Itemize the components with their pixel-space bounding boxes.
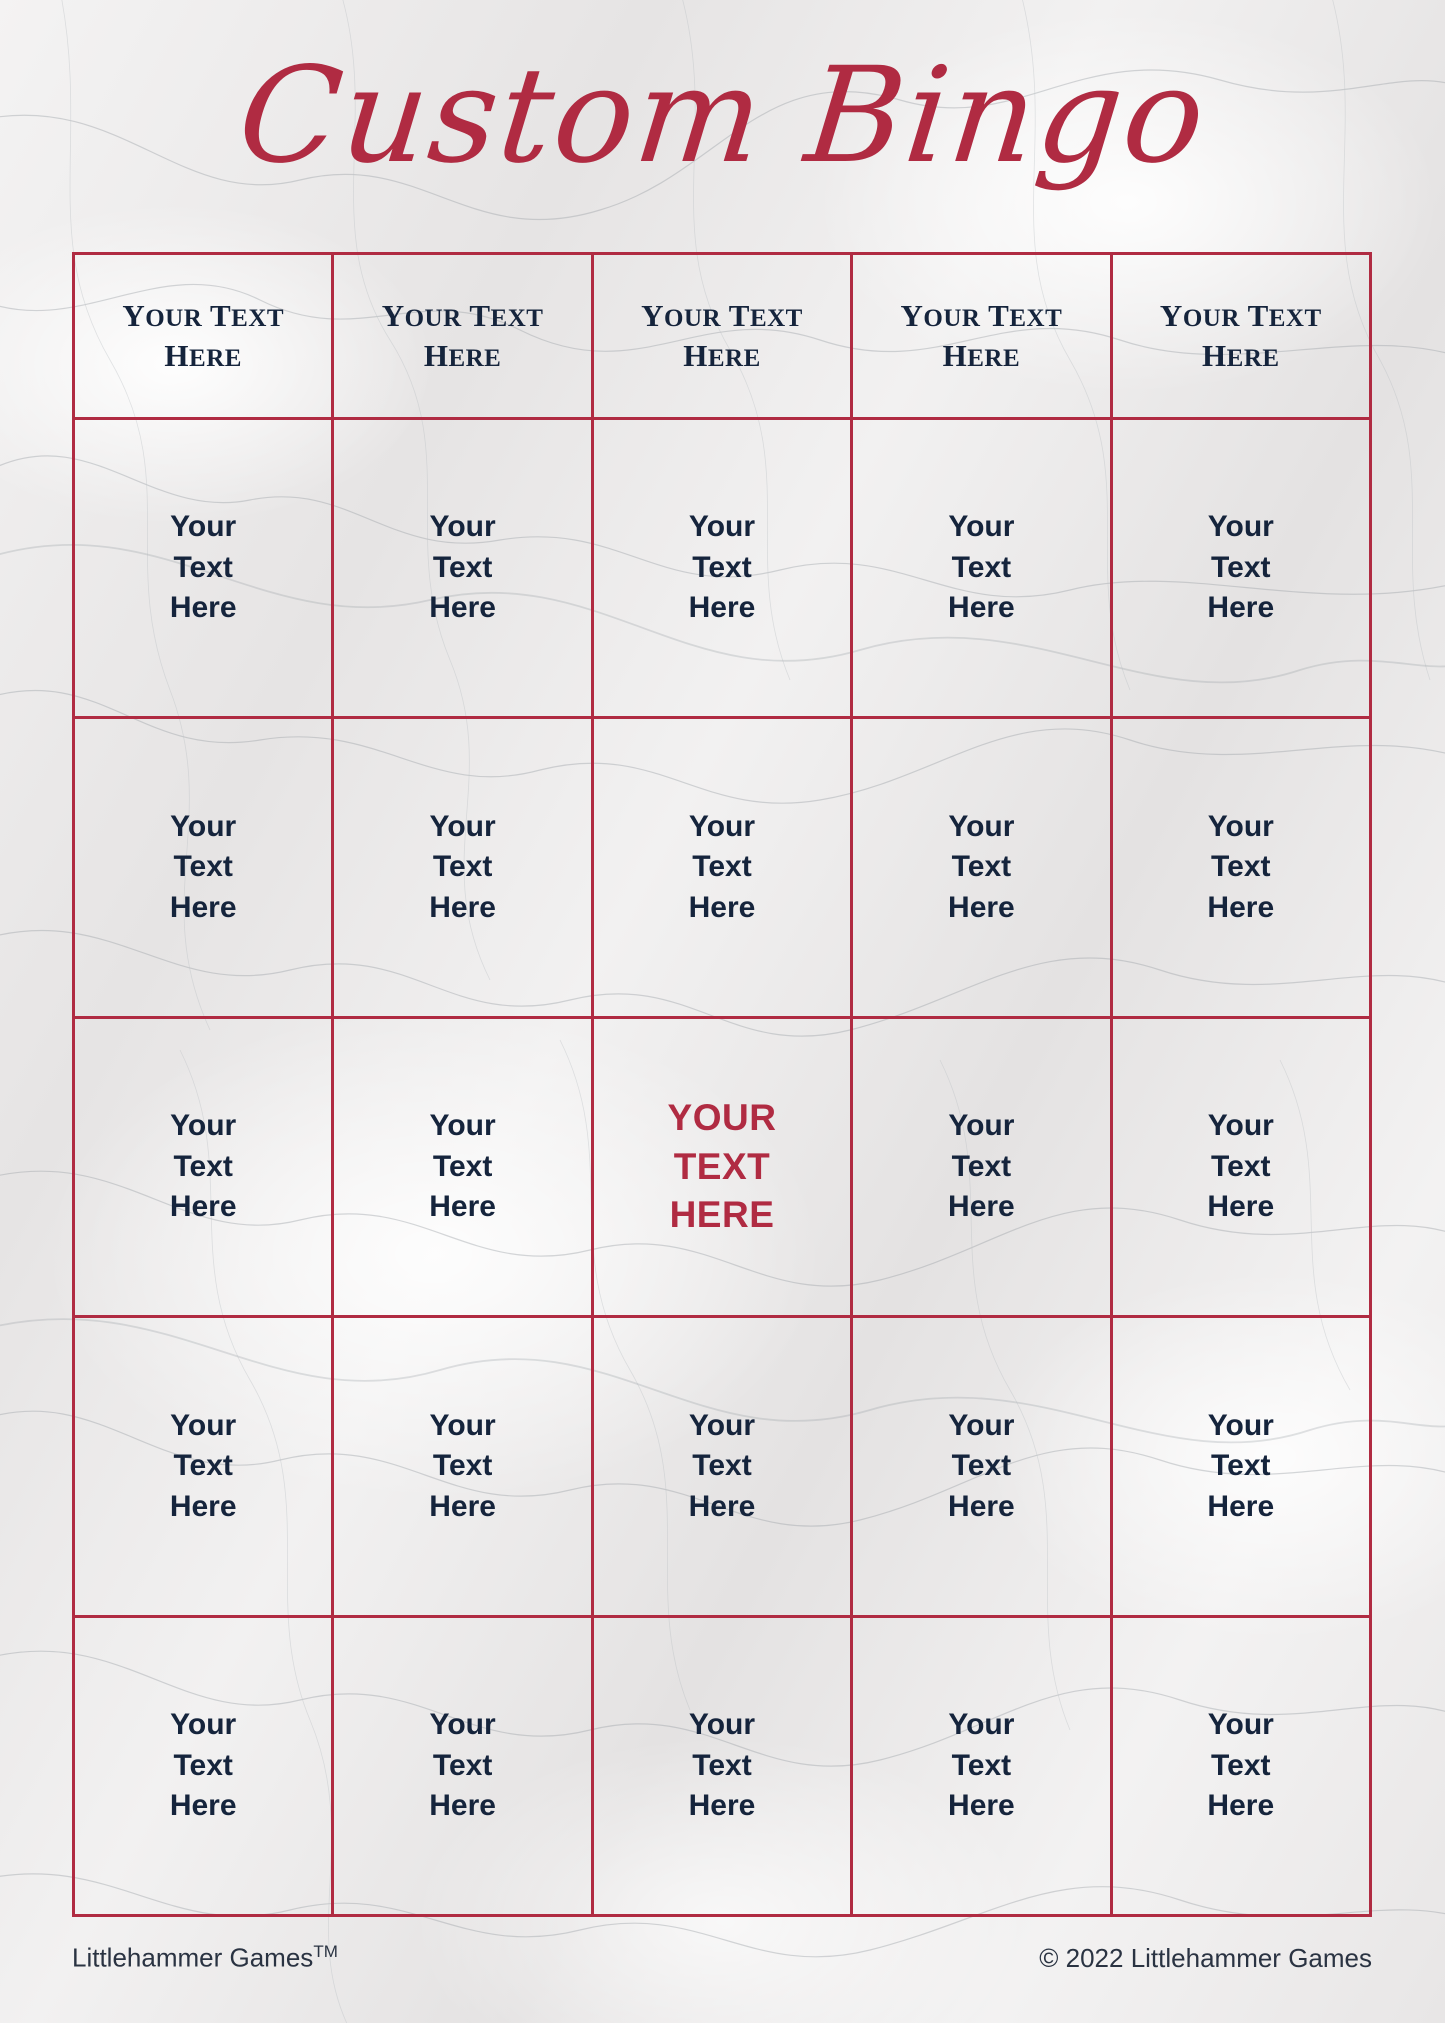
trademark-mark: TM (313, 1942, 338, 1961)
bingo-cell-label: Your Text Here (948, 1109, 1015, 1224)
bingo-cell[interactable] (334, 1019, 593, 1318)
bingo-cell[interactable] (334, 1618, 593, 1917)
bingo-cell[interactable] (1113, 1618, 1372, 1917)
bingo-cell-label: Your Text Here (429, 1708, 496, 1823)
bingo-free-space-label: YOUR TEXT HERE (667, 1096, 777, 1236)
bingo-header-cell[interactable] (1113, 255, 1372, 420)
bingo-cell[interactable] (75, 1618, 334, 1917)
bingo-cell[interactable] (75, 1318, 334, 1617)
bingo-grid (72, 252, 1372, 1917)
bingo-cell-label: Your Text Here (948, 510, 1015, 625)
bingo-cell-label: Your Text Here (688, 1408, 756, 1523)
bingo-cell[interactable] (334, 719, 593, 1018)
bingo-cell[interactable] (334, 420, 593, 719)
bingo-cell[interactable] (75, 719, 334, 1018)
bingo-cell[interactable] (75, 1019, 334, 1318)
bingo-cell-label: Your Text Here (948, 809, 1015, 924)
bingo-cell-label: Your Text Here (1207, 1708, 1275, 1823)
bingo-header-label: YOUR TEXT HERE (641, 298, 803, 373)
bingo-cell-label: Your Text Here (688, 510, 756, 625)
bingo-cell[interactable] (853, 719, 1112, 1018)
footer-brand (72, 1942, 338, 1974)
bingo-header-cell[interactable] (853, 255, 1112, 420)
bingo-header-label: YOUR TEXT HERE (1159, 298, 1322, 373)
bingo-cell[interactable] (1113, 719, 1372, 1018)
bingo-cell-label: Your Text Here (688, 809, 756, 924)
footer-brand-label: Littlehammer Games (72, 1942, 314, 1973)
bingo-header-label: YOUR TEXT HERE (381, 298, 544, 373)
bingo-cell[interactable] (1113, 1019, 1372, 1318)
bingo-cell[interactable] (853, 420, 1112, 719)
bingo-cell-label: Your Text Here (1207, 510, 1275, 625)
bingo-cell-label: Your Text Here (1207, 809, 1275, 924)
bingo-cell[interactable] (853, 1618, 1112, 1917)
bingo-cell-label: Your Text Here (1207, 1408, 1275, 1523)
footer-copyright: © 2022 Littlehammer Games (1039, 1942, 1372, 1973)
bingo-cell-label: Your Text Here (1207, 1109, 1275, 1224)
bingo-cell-label: Your Text Here (429, 1408, 496, 1523)
bingo-cell-label: Your Text Here (169, 1109, 237, 1224)
bingo-cell[interactable] (75, 420, 334, 719)
bingo-cell-label: Your Text Here (948, 1708, 1015, 1823)
bingo-free-space-cell[interactable] (594, 1019, 853, 1318)
bingo-header-cell[interactable] (594, 255, 853, 420)
bingo-header-cell[interactable] (75, 255, 334, 420)
bingo-cell-label: Your Text Here (169, 510, 237, 625)
bingo-cell[interactable] (853, 1318, 1112, 1617)
bingo-cell-label: Your Text Here (169, 1408, 237, 1523)
bingo-cell-label: Your Text Here (429, 1109, 496, 1224)
card-title-container (0, 16, 1445, 216)
bingo-cell[interactable] (594, 719, 853, 1018)
bingo-cell-label: Your Text Here (429, 809, 496, 924)
bingo-header-cell[interactable] (334, 255, 593, 420)
bingo-cell[interactable] (853, 1019, 1112, 1318)
bingo-cell[interactable] (594, 420, 853, 719)
page-footer (72, 1942, 1372, 1974)
bingo-cell-label: Your Text Here (169, 1708, 237, 1823)
bingo-cell-label: Your Text Here (169, 809, 237, 924)
page-title: Custom Bingo (231, 39, 1214, 193)
bingo-cell-label: Your Text Here (948, 1408, 1015, 1523)
bingo-cell-label: Your Text Here (688, 1708, 756, 1823)
bingo-cell[interactable] (334, 1318, 593, 1617)
bingo-cell[interactable] (1113, 1318, 1372, 1617)
bingo-cell[interactable] (1113, 420, 1372, 719)
bingo-header-label: YOUR TEXT HERE (900, 298, 1063, 373)
bingo-header-label: YOUR TEXT HERE (122, 298, 285, 373)
bingo-cell[interactable] (594, 1318, 853, 1617)
bingo-cell[interactable] (594, 1618, 853, 1917)
bingo-cell-label: Your Text Here (429, 510, 496, 625)
